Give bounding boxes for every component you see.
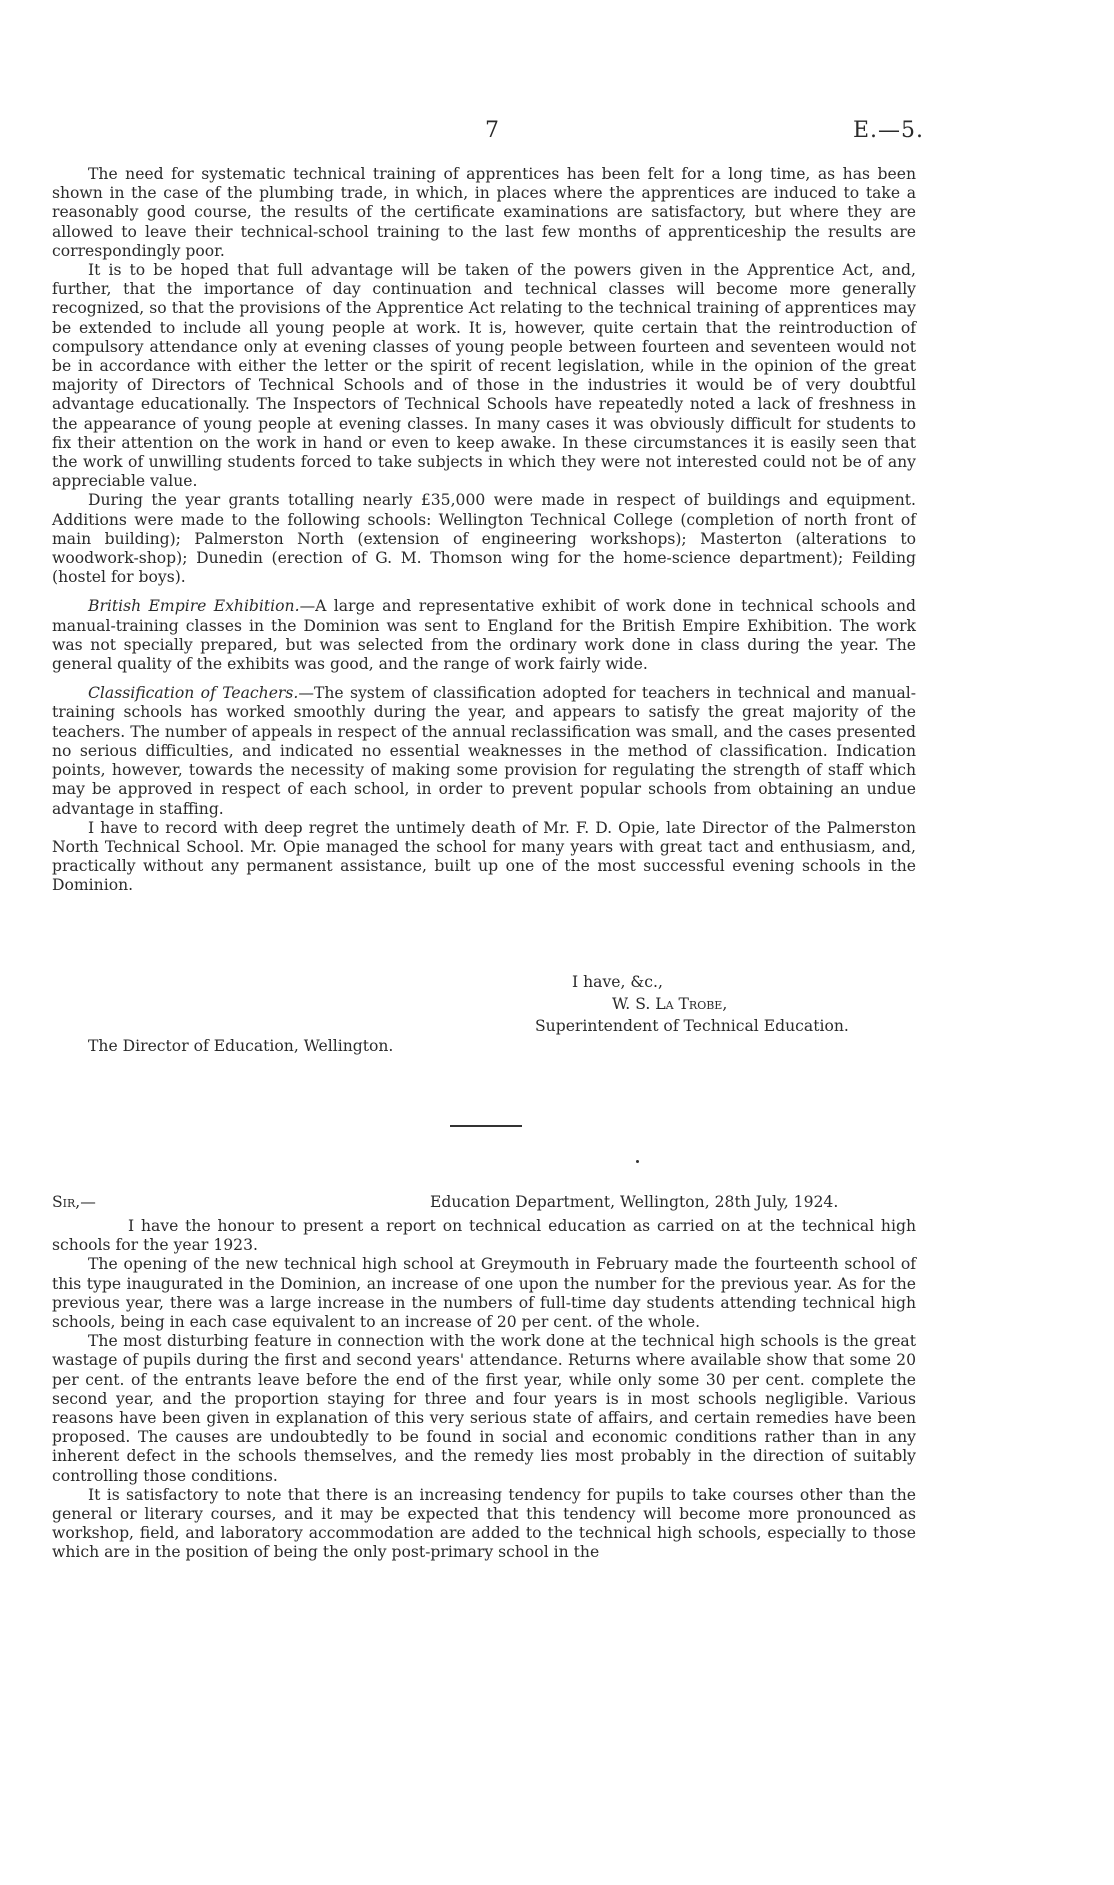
paragraph-classification <box>52 684 916 818</box>
divider-dot <box>636 1160 639 1163</box>
paragraph-apprentice-training: The need for systematic technical training of apprentices has been felt for a long time, as has been shown in the case of the plumbing trade, in which, in places where the apprentices are induced to take a reasonably good course, the results of the certificate examinations are satisfactory, but where they are allowed to leave their technical-school training to the last few months of apprenticeship the results are correspondingly poor. <box>52 165 916 260</box>
addressee: The Director of Education, Wellington. <box>88 1037 394 1055</box>
classification-text: —The system of classification adopted for teachers in technical and manual-training schools has worked smoothly during the year, and appears to satisfy the great majority of the teachers. The number of appeals in respect of the annual reclassification was small, and the cases presented no serious difficulties, and indicated no essential weaknesses in the method of classification. Indication points, however, towards the necessity of making some provision for regulating the strength of staff which may be approved in respect of each school, in order to prevent popular schools from obtaining an undue advantage in staffing. <box>52 684 916 818</box>
empire-exhibition-text: —A large and representative exhibit of work done in technical schools and manual-training classes in the Dominion was sent to England for the British Empire Exhibition. The work was not specially prepared, but was selected from the ordinary work done in class during the year. The general quality of the exhibits was good, and the range of work fairly wide. <box>52 597 916 674</box>
paragraph-intro: I have the honour to present a report on technical education as carried on at the technical high schools for the year 1923. <box>52 1217 916 1255</box>
page-number: 7 <box>485 118 499 143</box>
page-header <box>52 118 932 148</box>
paragraph-greymouth: The opening of the new technical high school at Greymouth in February made the fourteenth school of this type inaugurated in the Dominion, an increase of one upon the number for the previous year. As for the previous year, there was a large increase in the numbers of full-time day students attending technical high schools, being in each case equivalent to an increase of 20 per cent. of the whole. <box>52 1255 916 1332</box>
closing-phrase: I have, &c., <box>572 973 663 991</box>
salutation: Sir,— <box>52 1193 96 1211</box>
paragraph-wastage: The most disturbing feature in connection with the work done at the technical high schools is the great wastage of pupils during the first and second years' attendance. Returns where available show that some 20 per cent. of the entrants leave before the end of the first year, while only some 30 per cent. complete the second year, and the proportion staying for three and four years is in most schools negligible. Various reasons have been given in explanation of this very serious state of affairs, and certain remedies have been proposed. The causes are undoubtedly to be found in social and economic conditions rather than in any inherent defect in the schools themselves, and the remedy lies most probably in the direction of suitably controlling those conditions. <box>52 1332 916 1485</box>
heading-classification: Classification of Teachers. <box>88 684 299 703</box>
heading-empire-exhibition: British Empire Exhibition. <box>88 597 300 616</box>
report-section-2 <box>52 1217 916 1563</box>
report-section-1 <box>52 165 916 896</box>
paragraph-courses: It is satisfactory to note that there is an increasing tendency for pupils to take courses other than the general or literary courses, and it may be expected that this tendency will become more pronounced as workshop, field, and laboratory accommodation are added to the technical high schools, especially to those which are in the position of being the only post-primary school in the <box>52 1485 916 1562</box>
signature-name: W. S. La Trobe, <box>612 995 728 1013</box>
paragraph-building-grants: During the year grants totalling nearly £35,000 were made in respect of buildings and equipment. Additions were made to the following schools: Wellington Technical College (completion of north front of main building); Palmerston North (extension of engineering workshops); Masterton (alterations to woodwork-shop); Dunedin (erection of G. M. Thomson wing for the home-science department); Feilding (hostel for boys). <box>52 491 916 587</box>
document-reference: E.—5. <box>852 118 924 143</box>
signature-title: Superintendent of Technical Education. <box>535 1017 849 1035</box>
paragraph-obituary: I have to record with deep regret the untimely death of Mr. F. D. Opie, late Director of the Palmerston North Technical School. Mr. Opie managed the school for many years with great tact and enthusiasm, and, practically without any permanent assistance, built up one of the most successful evening schools in the Dominion. <box>52 818 916 895</box>
paragraph-apprentice-act: It is to be hoped that full advantage will be taken of the powers given in the Apprentice Act, and, further, that the importance of day continuation and technical classes will become more generally recognized, so that the provisions of the Apprentice Act relating to the technical training of apprentices may be extended to include all young people at work. It is, however, quite certain that the reintroduction of compulsory attendance only at evening classes of young people between fourteen and seventeen would not be in accordance with either the letter or the spirit of recent legislation, while in the opinion of the great majority of Directors of Technical Schools and of those in the industries it would be of very doubtful advantage educationally. The Inspectors of Technical Schools have repeatedly noted a lack of freshness in the appearance of young people at evening classes. In many cases it was obviously difficult for students to fix their attention on the work in hand or even to keep awake. In these circumstances it is easily seen that the work of unwilling students forced to take subjects in which they were not interested could not be of any appreciable value. <box>52 261 916 491</box>
paragraph-empire-exhibition <box>52 597 916 674</box>
dateline: Education Department, Wellington, 28th July, 1924. <box>430 1193 839 1211</box>
section-divider <box>450 1125 522 1127</box>
